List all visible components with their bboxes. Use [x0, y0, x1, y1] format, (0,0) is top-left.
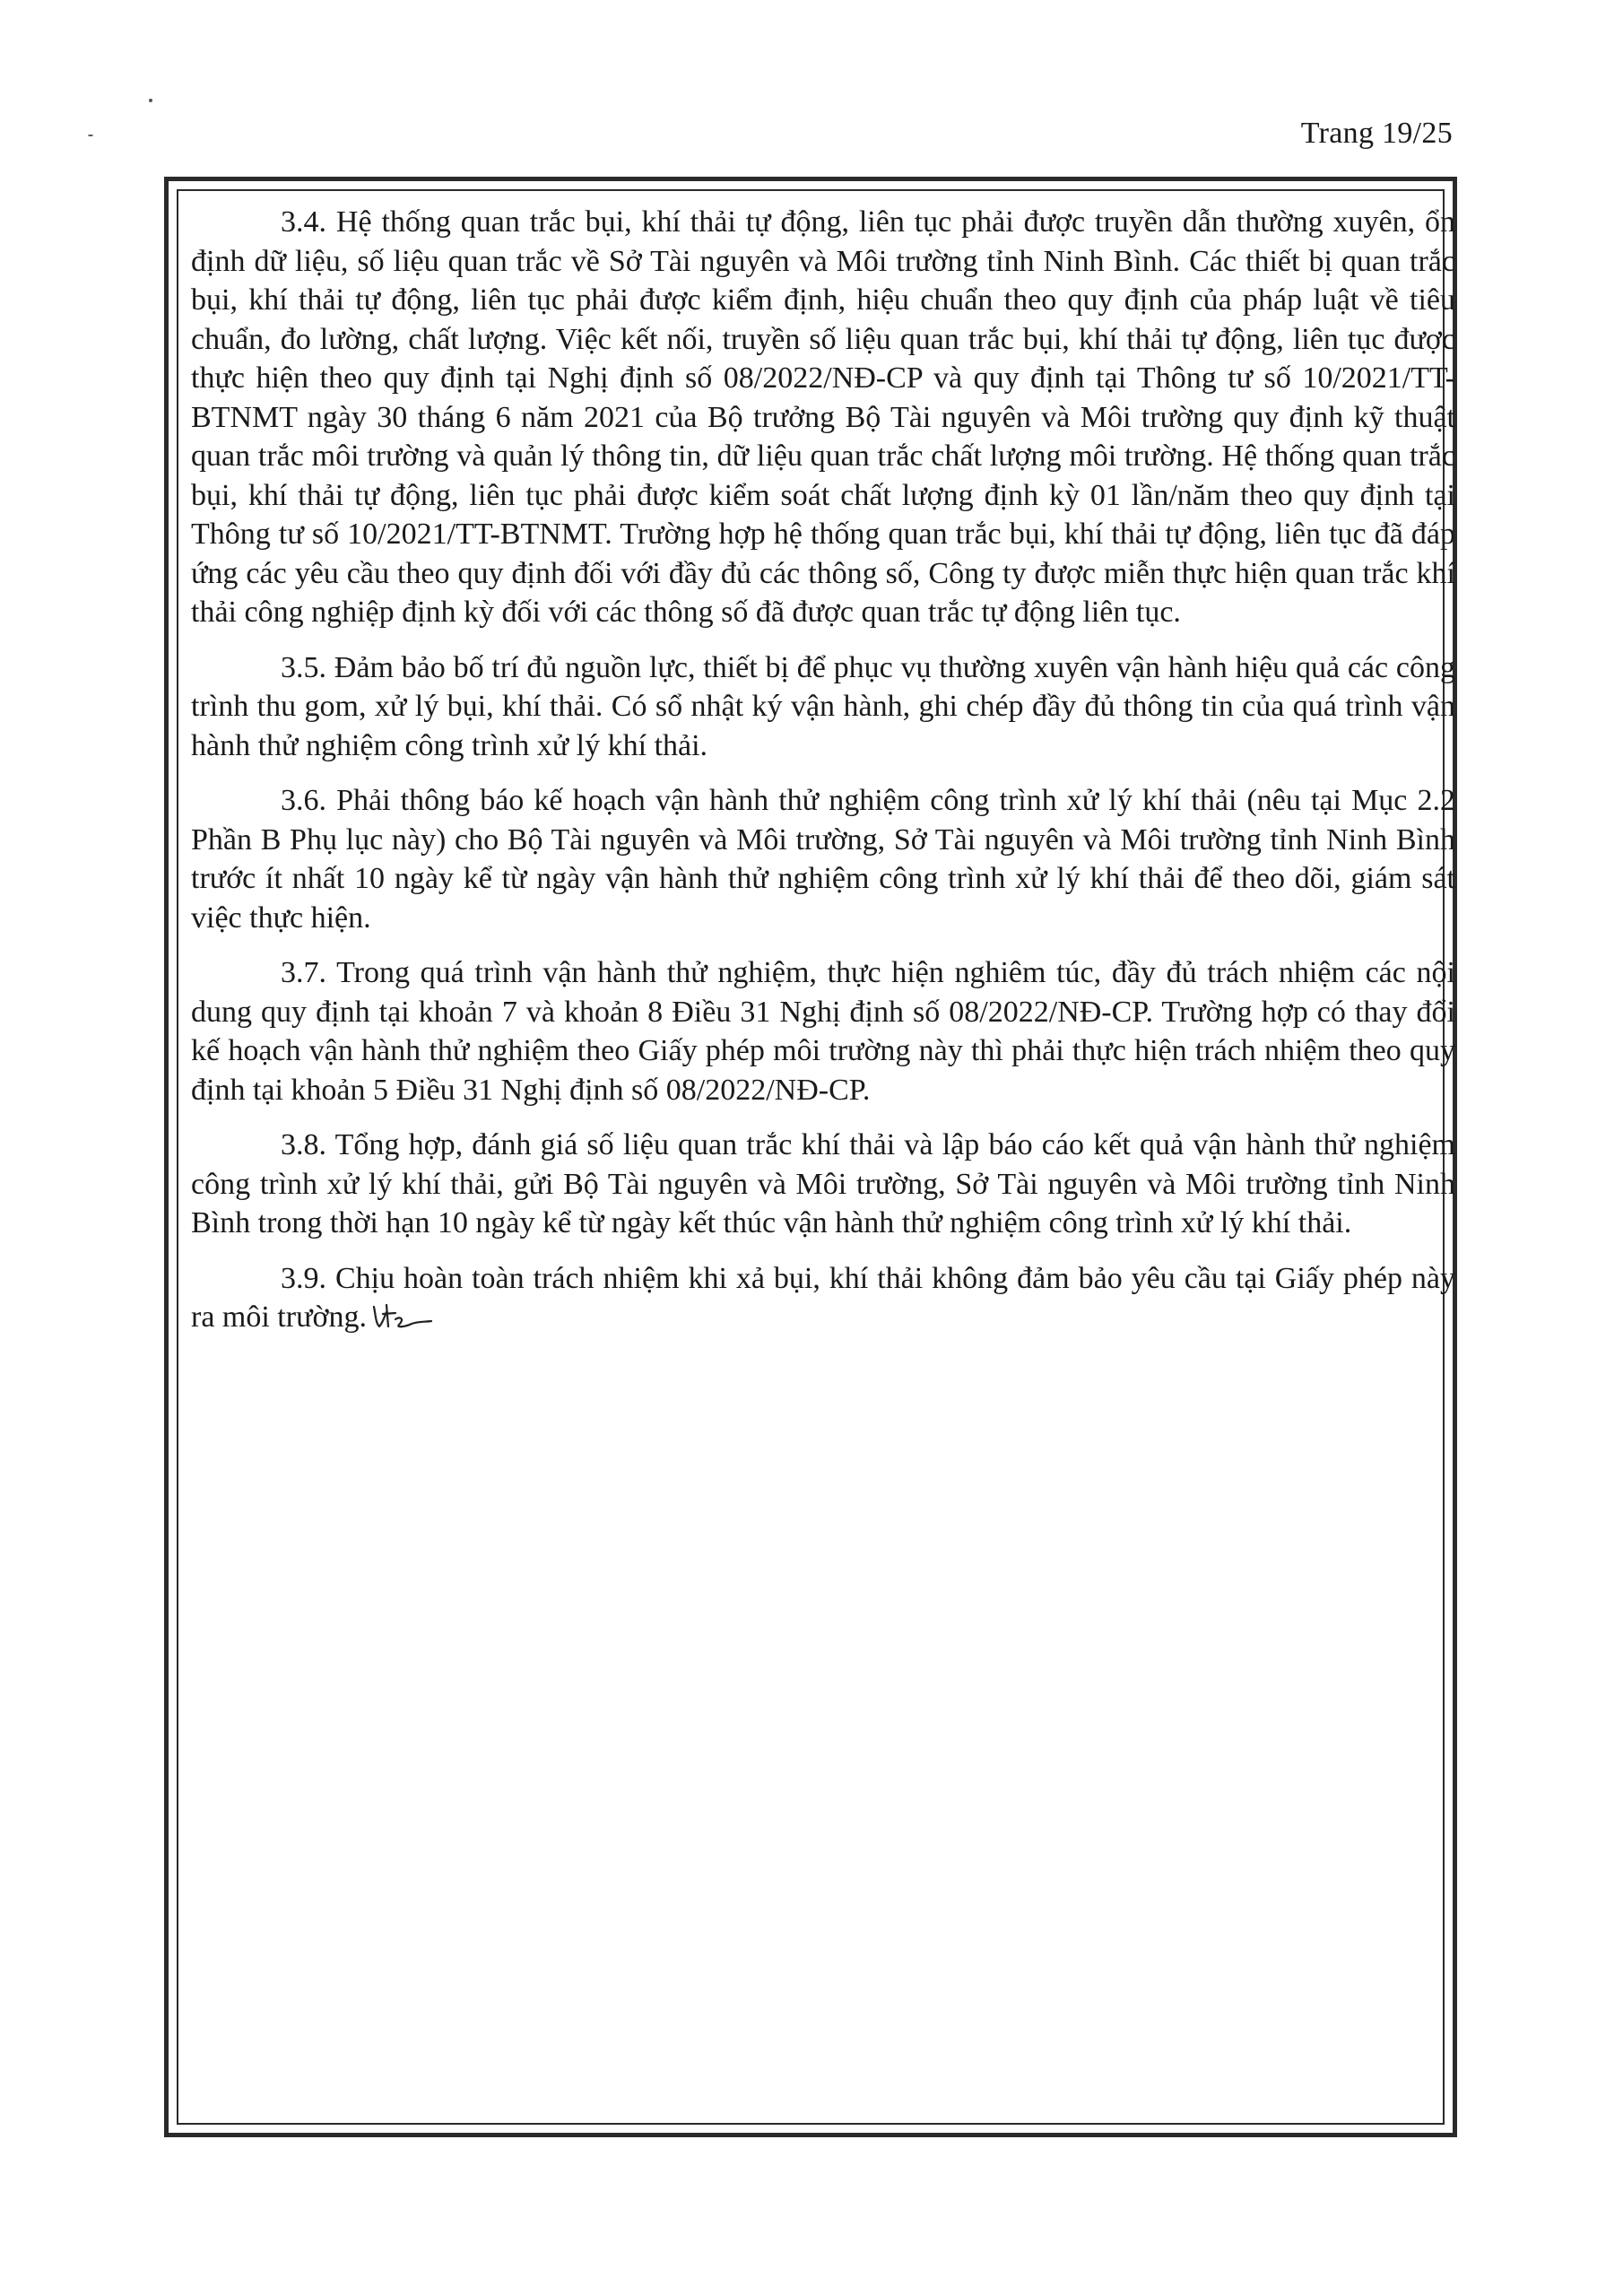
paragraph-3-6: 3.6. Phải thông báo kế hoạch vận hành thử nghiệm công trình xử lý khí thải (nêu tại Mục 2.2 Phần B Phụ lục này) cho Bộ Tài nguyên và Môi trường, Sở Tài nguyên và Môi trường tỉnh Ninh Bình trước ít nhất 10 ngày kể từ ngày vận hành thử nghiệm công trình xử lý khí thải để theo dõi, giám sát việc thực hiện. — [191, 784, 1455, 935]
handwritten-initials-signature — [369, 1300, 433, 1335]
paragraph-3-8: 3.8. Tổng hợp, đánh giá số liệu quan trắc khí thải và lập báo cáo kết quả vận hành thử nghiệm công trình xử lý khí thải, gửi Bộ Tài nguyên và Môi trường, Sở Tài nguyên và Môi trường tỉnh Ninh Bình trong thời hạn 10 ngày kể từ ngày kết thúc vận hành thử nghiệm công trình xử lý khí thải. — [191, 1128, 1455, 1239]
paragraph-3-4: 3.4. Hệ thống quan trắc bụi, khí thải tự động, liên tục phải được truyền dẫn thường xuyên, ổn định dữ liệu, số liệu quan trắc về Sở Tài nguyên và Môi trường tỉnh Ninh Bình. Các thiết bị quan trắc bụi, khí thải tự động, liên tục phải được kiểm định, hiệu chuẩn theo quy định của pháp luật về tiêu chuẩn, đo lường, chất lượng. Việc kết nối, truyền số liệu quan trắc bụi, khí thải tự động, liên tục được thực hiện theo quy định tại Nghị định số 08/2022/NĐ-CP và quy định tại Thông tư số 10/2021/TT-BTNMT ngày 30 tháng 6 năm 2021 của Bộ trưởng Bộ Tài nguyên và Môi trường quy định kỹ thuật quan trắc môi trường và quản lý thông tin, dữ liệu quan trắc chất lượng môi trường. Hệ thống quan trắc bụi, khí thải tự động, liên tục phải được kiểm soát chất lượng định kỳ 01 lần/năm theo quy định tại Thông tư số 10/2021/TT-BTNMT. Trường hợp hệ thống quan trắc bụi, khí thải tự động, liên tục đã đáp ứng các yêu cầu theo quy định đối với đầy đủ các thông số, Công ty được miễn thực hiện quan trắc khí thải công nghiệp định kỳ đối với các thông số đã được quan trắc tự động liên tục. — [191, 205, 1455, 629]
page-number: Trang 19/25 — [1300, 117, 1453, 150]
document-body — [191, 203, 1455, 1337]
scan-speck — [149, 99, 152, 102]
paragraph-3-9 — [191, 1259, 1455, 1337]
scan-speck — [88, 135, 93, 136]
paragraph-3-9-text: 3.9. Chịu hoàn toàn trách nhiệm khi xả bụi, khí thải không đảm bảo yêu cầu tại Giấy phép này ra môi trường. — [191, 1261, 1455, 1334]
paragraph-3-5: 3.5. Đảm bảo bố trí đủ nguồn lực, thiết bị để phục vụ thường xuyên vận hành hiệu quả các công trình thu gom, xử lý bụi, khí thải. Có sổ nhật ký vận hành, ghi chép đầy đủ thông tin của quá trình vận hành thử nghiệm công trình xử lý khí thải. — [191, 650, 1455, 762]
paragraph-3-7: 3.7. Trong quá trình vận hành thử nghiệm, thực hiện nghiêm túc, đầy đủ trách nhiệm các nội dung quy định tại khoản 7 và khoản 8 Điều 31 Nghị định số 08/2022/NĐ-CP. Trường hợp có thay đổi kế hoạch vận hành thử nghiệm theo Giấy phép môi trường này thì phải thực hiện trách nhiệm theo quy định tại khoản 5 Điều 31 Nghị định số 08/2022/NĐ-CP. — [191, 956, 1455, 1107]
